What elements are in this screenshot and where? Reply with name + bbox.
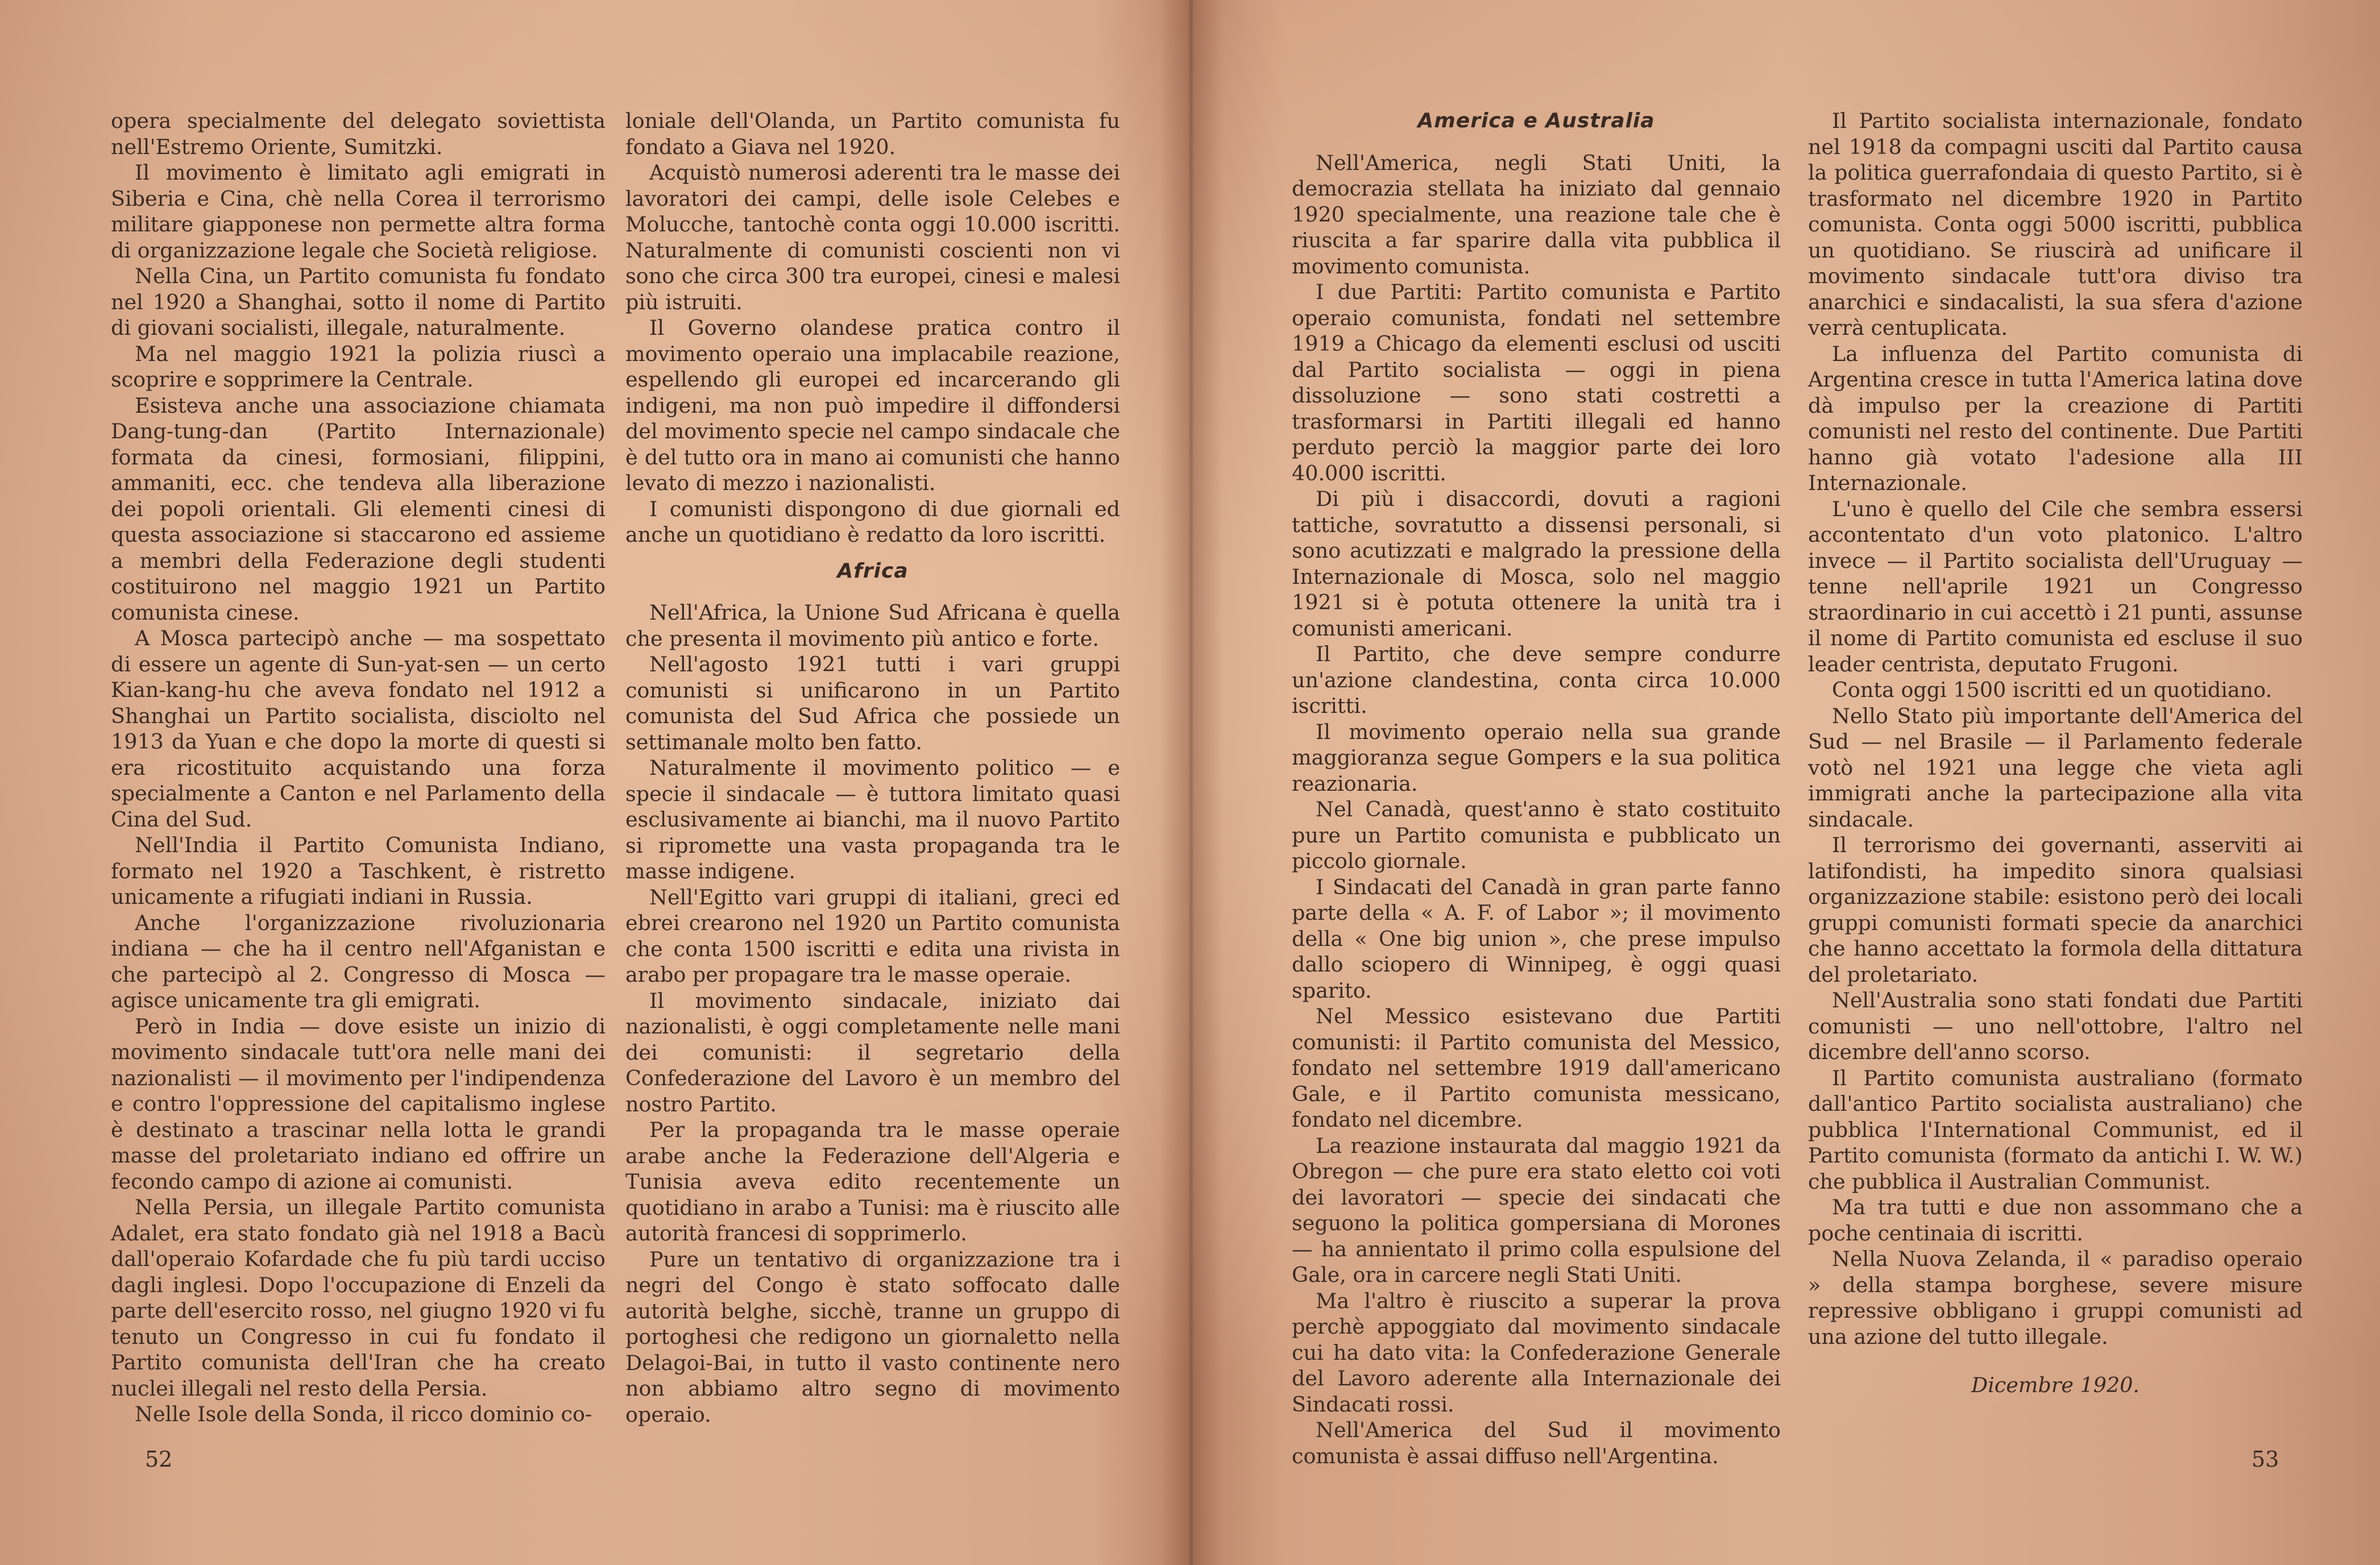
paragraph: Pure un tentativo di organizzazione tra i negri del Congo è stato soffocato dalle autorità belghe, sicchè, tranne un gruppo di portoghesi che redigono un giornaletto nella Delagoi-Bai, in tutto il vasto continente nero non abbiamo altro segno di movimento operaio. (625, 1247, 1120, 1427)
paragraph: Nel Canadà, quest'anno è stato costituito pure un Partito comunista e pubblicato un piccolo giornale. (1292, 797, 1781, 873)
left-page (0, 0, 1183, 1565)
paragraph: A Mosca partecipò anche — ma sospettato di essere un agente di Sun-yat-sen — un certo Kian-kang-hu che aveva fondato nel 1912 a Shanghai un Partito socialista, disciolto nel 1913 da Yuan e che dopo la morte di questi si era ricostituito acquistando una forza specialmente a Canton e nel Parlamento della Cina del Sud. (111, 626, 606, 832)
paragraph: Il Partito, che deve sempre condurre un'azione clandestina, conta circa 10.000 iscritti. (1292, 642, 1781, 718)
paragraph: Acquistò numerosi aderenti tra le masse dei lavoratori dei campi, delle isole Celebes e Molucche, tantochè conta oggi 10.000 iscritti. Naturalmente di comunisti coscienti non vi sono che circa 300 tra europei, cinesi e malesi più istruiti. (625, 160, 1120, 314)
paragraph: Di più i disaccordi, dovuti a ragioni tattiche, sovratutto a dissensi personali, si sono acutizzati e malgrado la pressione della Internazionale di Mosca, solo nel maggio 1921 si è potuta ottenere la unità tra i comunisti americani. (1292, 487, 1781, 641)
paragraph: Ma l'altro è riuscito a superar la prova perchè appoggiato dal movimento sindacale cui ha dato vita: la Confederazione Generale del Lavoro aderente alla Internazionale dei Sindacati rossi. (1292, 1288, 1781, 1417)
paragraph: Nell'America del Sud il movimento comunista è assai diffuso nell'Argentina. (1292, 1418, 1781, 1468)
paragraph: Il Governo olandese pratica contro il movimento operaio una implacabile reazione, espellendo gli europei ed incarcerando gli indigeni, ma non può impedire il diffondersi del movimento specie nel campo sindacale che è del tutto ora in mano ai comunisti che hanno levato di mezzo i nazionalisti. (625, 316, 1120, 495)
paragraph: Nell'Egitto vari gruppi di italiani, greci ed ebrei crearono nel 1920 un Partito comunista che conta 1500 iscritti e edita una rivista in arabo per propagare tra le masse operaie. (625, 885, 1120, 987)
paragraph: Nella Persia, un illegale Partito comunista Adalet, era stato fondato già nel 1918 a Bacù dall'operaio Kofardade che fu più tardi ucciso dagli inglesi. Dopo l'occupazione di Enzeli da parte dell'esercito rosso, nel giugno 1920 vi fu tenuto un Congresso in cui fu fondato il Partito comunista dell'Iran che ha creato nuclei illegali nel resto della Persia. (111, 1195, 606, 1401)
paragraph: Nel Messico esistevano due Partiti comunisti: il Partito comunista del Messico, fondato nel settembre 1919 dall'americano Gale, e il Partito comunista messicano, fondato nel dicembre. (1292, 1004, 1781, 1132)
paragraph: Nell'agosto 1921 tutti i vari gruppi comunisti si unificarono in un Partito comunista del Sud Africa che possiede un settimanale molto ben fatto. (625, 652, 1120, 754)
paragraph: Ma nel maggio 1921 la polizia riuscì a scoprire e sopprimere la Centrale. (111, 341, 606, 392)
paragraph: L'uno è quello del Cile che sembra essersi accontentato d'un voto platonico. L'altro invece — il Partito socialista dell'Uruguay — tenne nell'aprile 1921 un Congresso straordinario in cui accettò i 21 punti, assunse il nome di Partito comunista ed escluse il suo leader centrista, deputato Frugoni. (1808, 496, 2303, 676)
paragraph: Nelle Isole della Sonda, il ricco dominio co- (135, 1402, 592, 1426)
paragraph: opera specialmente del delegato soviettista nell'Estremo Oriente, Sumitzki. (111, 109, 606, 159)
paragraph: Nell'America, negli Stati Uniti, la democrazia stellata ha iniziato dal gennaio 1920 specialmente, una reazione tale che è riuscita a far sparire dalla vita pubblica il movimento comunista. (1292, 150, 1781, 279)
section-heading-america-australia: America e Australia (1417, 109, 1655, 132)
right-column-2 (1808, 108, 2303, 1398)
paragraph: Nella Cina, un Partito comunista fu fondato nel 1920 a Shanghai, sotto il nome di Partito di giovani socialisti, illegale, naturalmente. (111, 264, 606, 340)
paragraph: I due Partiti: Partito comunista e Partito operaio comunista, fondati nel settembre 1919 a Chicago da elementi esclusi od usciti dal Partito socialista — oggi in piena dissoluzione — sono stati costretti a trasformarsi in Partiti illegali ed hanno perduto perciò la maggior parte dei loro 40.000 iscritti. (1292, 280, 1781, 485)
paragraph: Esisteva anche una associazione chiamata Dang-tung-dan (Partito Internazionale) formata da cinesi, formosiani, filippini, ammaniti, ecc. che tendeva alla liberazione dei popoli orientali. Gli elementi cinesi di questa associazione si staccarono ed assieme a membri della Federazione degli studenti costituirono nel maggio 1921 un Partito comunista cinese. (111, 393, 606, 625)
paragraph: La reazione instaurata dal maggio 1921 da Obregon — che pure era stato eletto coi voti dei lavoratori — specie dei sindacati che seguono la politica gompersiana di Morones — ha annientato il primo colla espulsione del Gale, ora in carcere negli Stati Uniti. (1292, 1133, 1781, 1287)
right-column-1 (1292, 108, 1781, 1469)
paragraph: Ma tra tutti e due non assommano che a poche centinaia di iscritti. (1808, 1195, 2303, 1246)
page-number-right: 53 (2252, 1447, 2279, 1472)
paragraph: Il movimento operaio nella sua grande maggioranza segue Gompers e la sua politica reazionaria. (1292, 719, 1781, 796)
paragraph: Il terrorismo dei governanti, asserviti ai latifondisti, ha impedito sinora qualsiasi organizzazione stabile: esistono però dei locali gruppi comunisti formati specie da anarchici che hanno accettato la formola della dittatura del proletariato. (1808, 833, 2303, 987)
paragraph: Nell'Australia sono stati fondati due Partiti comunisti — uno nell'ottobre, l'altro nel dicembre dell'anno scorso. (1808, 988, 2303, 1064)
paragraph: Per la propaganda tra le masse operaie arabe anche la Federazione dell'Algeria e Tunisia aveva edito recentemente un quotidiano in arabo a Tunisi: ma è riuscito alle autorità francesi di sopprimerlo. (625, 1118, 1120, 1246)
paragraph: Il Partito socialista internazionale, fondato nel 1918 da compagni usciti dal Partito causa la politica guerrafondaia di questo Partito, si è trasformato nel dicembre 1920 in Partito comunista. Conta oggi 5000 iscritti, pubblica un quotidiano. Se riuscirà ad unificare il movimento sindacale tutt'ora diviso tra anarchici e sindacalisti, la sua sfera d'azione verrà centuplicata. (1808, 109, 2303, 340)
paragraph: Il Partito comunista australiano (formato dall'antico Partito socialista australiano) che pubblica l'International Communist, ed il Partito comunista (formato da antichi I. W. W.) che pubblica il Australian Communist. (1808, 1065, 2303, 1194)
paragraph: Nell'India il Partito Comunista Indiano, formato nel 1920 a Taschkent, è ristretto unicamente a rifugiati indiani in Russia. (111, 833, 606, 909)
paragraph: La influenza del Partito comunista di Argentina cresce in tutta l'America latina dove dà impulso per la creazione di Partiti comunisti nel resto del continente. Due Partiti hanno già votato l'adesione alla III Internazionale. (1808, 341, 2303, 495)
left-column-1 (111, 108, 606, 1427)
paragraph: Nello Stato più importante dell'America del Sud — nel Brasile — il Parlamento federale votò nel 1921 una legge che vieta agli immigrati anche la partecipazione alla vita sindacale. (1808, 703, 2303, 832)
paragraph: loniale dell'Olanda, un Partito comunista fu fondato a Giava nel 1920. (625, 109, 1120, 159)
paragraph: Però in India — dove esiste un inizio di movimento sindacale tutt'ora nelle mani dei nazionalisti — il movimento per l'indipendenza e contro l'oppressione del capitalismo inglese è destinato a trascinar nella lotta le grandi masse del proletariato indiano ed offrire un fecondo campo di azione ai comunisti. (111, 1014, 606, 1194)
left-column-2 (625, 108, 1120, 1427)
paragraph: Il movimento è limitato agli emigrati in Siberia e Cina, chè nella Corea il terrorismo militare giapponese non permette altra forma di organizzazione legale che Società religiose. (111, 160, 606, 263)
paragraph: Anche l'organizzazione rivoluzionaria indiana — che ha il centro nell'Afganistan e che partecipò al 2. Congresso di Mosca — agisce unicamente tra gli emigrati. (111, 910, 606, 1012)
page-number-left: 52 (145, 1447, 173, 1472)
paragraph: I Sindacati del Canadà in gran parte fanno parte della « A. F. of Labor »; il movimento della « One big union », che prese impulso dallo sciopero di Winnipeg, è oggi quasi sparito. (1292, 874, 1781, 1003)
paragraph: Nell'Africa, la Unione Sud Africana è quella che presenta il movimento più antico e forte. (625, 600, 1120, 651)
paragraph: Naturalmente il movimento politico — e specie il sindacale — è tuttora limitato quasi esclusivamente ai bianchi, ma il nuovo Partito si ripromette una vasta propaganda tra le masse indigene. (625, 755, 1120, 883)
paragraph: Nella Nuova Zelanda, il « paradiso operaio » della stampa borghese, severe misure repressive obbligano i gruppi comunisti ad una azione del tutto illegale. (1808, 1247, 2303, 1349)
paragraph: Conta oggi 1500 iscritti ed un quotidiano. (1832, 678, 2273, 702)
date-line: Dicembre 1920. (1971, 1373, 2140, 1397)
right-page (1200, 0, 2380, 1565)
paragraph: I comunisti dispongono di due giornali ed anche un quotidiano è redatto da loro iscritti. (625, 496, 1120, 547)
paragraph: Il movimento sindacale, iniziato dai nazionalisti, è oggi completamente nelle mani dei comunisti: il segretario della Confederazione del Lavoro è un membro del nostro Partito. (625, 988, 1120, 1116)
section-heading-africa: Africa (837, 559, 909, 583)
